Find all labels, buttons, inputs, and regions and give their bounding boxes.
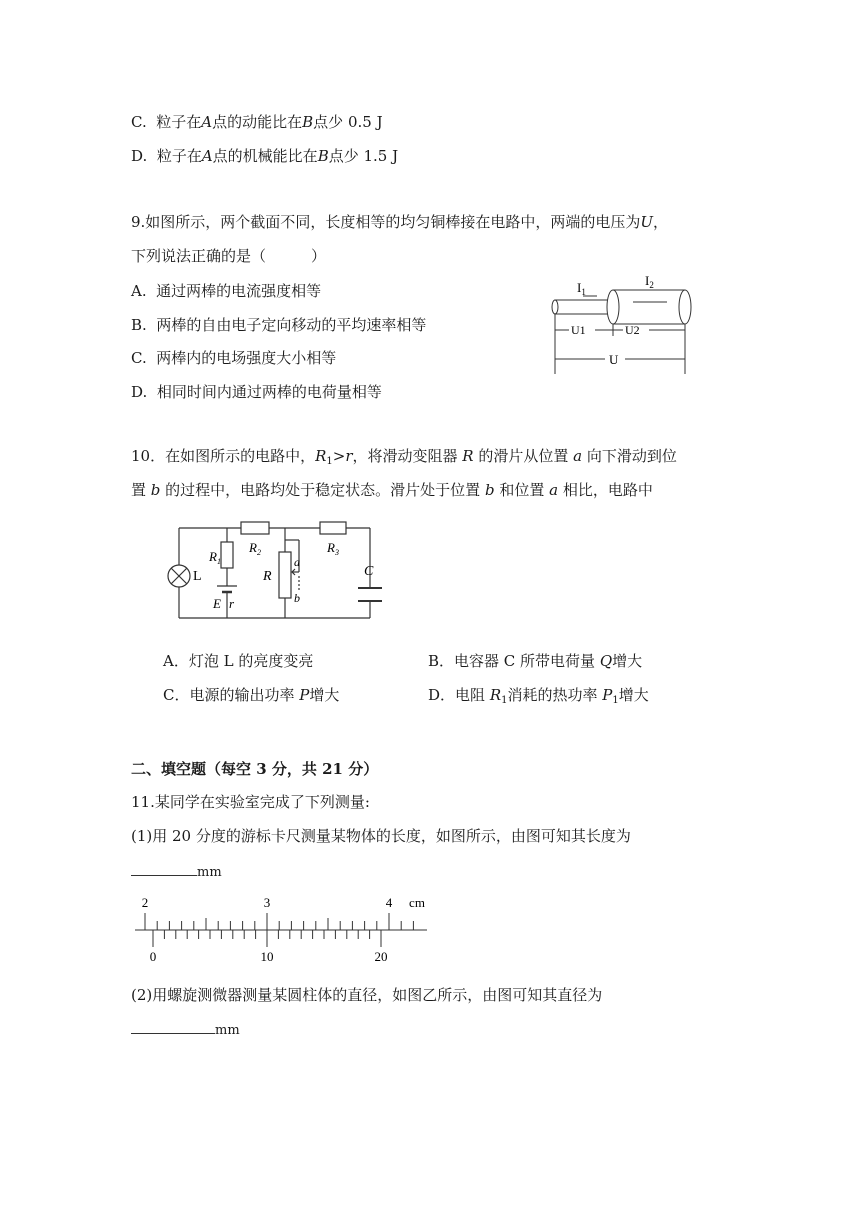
- u1-label: U1: [571, 323, 586, 337]
- r1-label: $R_1$: [209, 549, 221, 566]
- q11-part1-answer: mm: [131, 861, 222, 883]
- q9-rods-figure: [545, 272, 695, 376]
- q9-option-c: C. 两棒内的电场强度大小相等: [131, 349, 337, 367]
- q10-option-d: D．电阻 $R_1$消耗的热功率 $P_1$增大: [428, 686, 649, 706]
- slider-a-label: a: [294, 555, 300, 569]
- r3-label: $R_3$: [327, 540, 339, 557]
- vernier-label-20: 20: [374, 949, 388, 964]
- q9-option-a: A. 通过两棒的电流强度相等: [131, 282, 322, 300]
- capacitor-label: C: [364, 564, 374, 579]
- main-label-2: 2: [141, 895, 149, 910]
- q9-option-b: B. 两棒的自由电子定向移动的平均速率相等: [131, 316, 427, 334]
- q11-part1: (1)用 20 分度的游标卡尺测量某物体的长度，如图所示，由图可知其长度为: [131, 827, 631, 845]
- u-label: U: [609, 352, 619, 367]
- section-2-title: 二、填空题（每空 3 分，共 21 分）: [131, 760, 379, 778]
- main-label-4: 4: [385, 895, 393, 910]
- slider-b-label: b: [294, 591, 300, 605]
- r2-label: $R_2$: [249, 540, 261, 557]
- q8-option-d: D. 粒子在A点的机械能比在B点少 1.5 J: [131, 147, 399, 165]
- vernier-label-10: 10: [260, 949, 274, 964]
- q10-stem-line1: 10．在如图所示的电路中，$R_1>r$，将滑动变阻器 R 的滑片从位置 a 向下滑动到位: [131, 447, 677, 467]
- answer-blank-1[interactable]: [131, 861, 197, 876]
- vernier-label-0: 0: [149, 949, 157, 964]
- q11-part2: (2)用螺旋测微器测量某圆柱体的直径，如图乙所示，由图可知其直径为: [131, 986, 603, 1004]
- q8-option-c: C. 粒子在A点的动能比在B点少 0.5 J: [131, 113, 383, 131]
- main-label-3: 3: [263, 895, 271, 910]
- internal-r-label: r: [229, 596, 235, 611]
- lamp-label: L: [193, 569, 202, 584]
- vernier-caliper-figure: [135, 893, 430, 968]
- q10-circuit-figure: [165, 518, 390, 630]
- i1-label: $I_1$: [577, 280, 586, 297]
- i2-label: $I_2$: [645, 273, 654, 290]
- q11-stem: 11.某同学在实验室完成了下列测量:: [131, 793, 370, 811]
- u2-label: U2: [625, 323, 640, 337]
- rheostat-label: R: [263, 569, 272, 584]
- q10-option-b: B．电容器 C 所带电荷量 Q增大: [428, 652, 643, 670]
- answer-blank-2[interactable]: [131, 1019, 215, 1034]
- q9-option-d: D. 相同时间内通过两棒的电荷量相等: [131, 383, 382, 401]
- q10-option-a: A．灯泡 L 的亮度变亮: [163, 652, 314, 670]
- q11-part2-answer: mm: [131, 1019, 240, 1041]
- q10-option-c: C．电源的输出功率 P增大: [163, 686, 340, 704]
- q9-stem-line1: 9.如图所示，两个截面不同，长度相等的均匀铜棒接在电路中，两端的电压为U，: [131, 213, 668, 231]
- q9-stem-line2: 下列说法正确的是（ ）: [131, 247, 327, 265]
- emf-label: E: [213, 596, 221, 611]
- q10-stem-line2: 置 b 的过程中，电路均处于稳定状态。滑片处于位置 b 和位置 a 相比，电路中: [131, 481, 653, 499]
- unit-label: cm: [409, 895, 425, 910]
